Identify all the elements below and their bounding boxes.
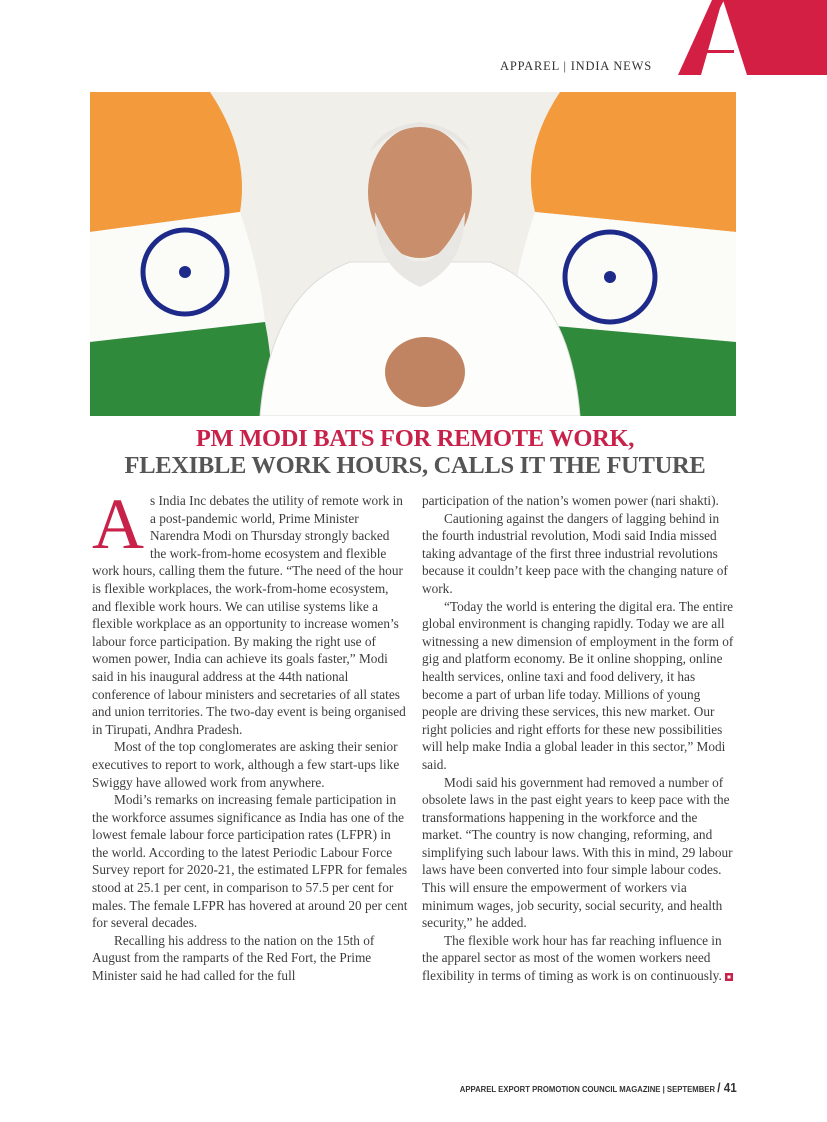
apparel-logo [0, 0, 827, 80]
article-column-left [92, 484, 408, 985]
paragraph: participation of the nation’s women power (nari shakti). [422, 493, 719, 508]
end-mark-icon [725, 973, 733, 981]
paragraph: Recalling his address to the nation on the 15th of August from the ramparts of the Red Fort, the Prime Minister said he had called for the full [92, 932, 375, 984]
footer-magazine: APPAREL EXPORT PROMOTION COUNCIL MAGAZINE | SEPTEMBER [460, 1084, 718, 1094]
headline-line-1: PM MODI BATS FOR REMOTE WORK, [195, 425, 635, 452]
paragraph: Modi said his government had removed a number of obsolete laws in the past eight years to keep pace with the transformations happening in the workforce and the market. “The country is now changing, reforming, and simplifying such labour laws. With this in mind, 29 labour laws have been converted into four simple labour codes. This will ensure the empowerment of workers via minimum wages, job security, social security, and health security,” he added. [422, 774, 733, 931]
drop-cap: A [92, 484, 144, 564]
section-label: APPAREL | INDIA NEWS [500, 59, 652, 73]
paragraph [422, 932, 738, 985]
paragraph [92, 484, 408, 738]
headline-line-2: FLEXIBLE WORK HOURS, CALLS IT THE FUTURE [124, 452, 706, 479]
paragraph-text: The flexible work hour has far reaching influence in the apparel sector as most of the women workers need flexibility in terms of timing as work is on continuously. [422, 932, 722, 984]
article-photo [90, 92, 736, 416]
paragraph: Most of the top conglomerates are asking their senior executives to report to work, although a few start-ups like Swiggy have allowed work from anywhere. [92, 739, 400, 790]
paragraph: Cautioning against the dangers of lagging behind in the fourth industrial revolution, Modi said India missed taking advantage of the first three industrial revolutions because it couldn’t keep pace with the changing nature of work. [422, 510, 728, 596]
paragraph: Modi’s remarks on increasing female participation in the workforce assumes significance as India has one of the lowest female labour force participation rates (LFPR) in the world. According to the latest Periodic Labour Force Survey report for 2020-21, the estimated LFPR for females stood at 25.1 per cent, in comparison to 57.5 per cent for males. The female LFPR has hovered at around 20 per cent for several decades. [92, 792, 408, 931]
article-column-right [422, 492, 738, 985]
paragraph-text: s India Inc debates the utility of remote work in a post-pandemic world, Prime Minister Narendra Modi on Thursday strongly backed the work-from-home ecosystem and flexible work hours, calling them the future. “The need of the hour is flexible workplaces, the work-from-home ecosystem, and flexible work hours. We can utilise systems like a flexible workplace as an opportunity to increase women’s labour force participation. By making the right use of women power, India can achieve its goals faster,” Modi said in his inaugural address at the 44th national conference of labour ministers and secretaries of all states and union territories. The two-day event is being organised in Tirupati, Andhra Pradesh. [92, 493, 406, 737]
paragraph: “Today the world is entering the digital era. The entire global environment is changing rapidly. Today we are all witnessing a new dimension of employment in the form of gig and platform economy. Be it online shopping, online health services, online taxi and food delivery, it has become a part of urban life today. Millions of young people are driving these services, this new market. Our right policies and right efforts for these new possibilities will help make India a global leader in this sector,” Modi said. [422, 598, 734, 772]
page-footer [460, 1080, 737, 1095]
page-number: / 41 [717, 1080, 737, 1095]
